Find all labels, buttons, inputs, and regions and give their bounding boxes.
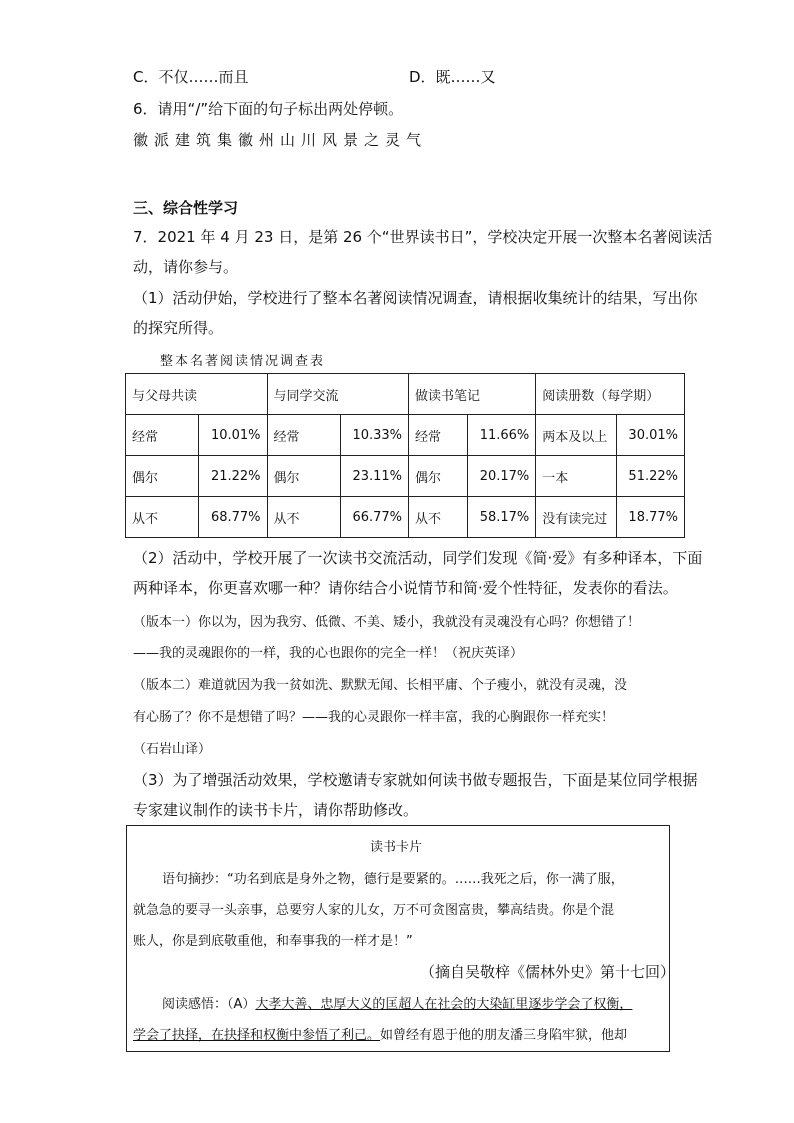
table-cell: 经常 [409, 415, 468, 456]
table-header: 阅读册数（每学期） [536, 374, 685, 415]
table-cell: 偶尔 [409, 456, 468, 497]
version2-line3: （石岩山译） [133, 742, 212, 757]
option-d: D．既……又 [409, 68, 496, 86]
version2-line2: 有心肠了？你不是想错了吗？——我的心灵跟你一样丰富，我的心胸跟你一样充实！ [133, 710, 615, 725]
table-cell: 从不 [126, 497, 199, 538]
q7-part1-line2: 的探究所得。 [133, 319, 224, 337]
table-cell: 20.17% [468, 456, 536, 497]
card-excerpt-line1: 语句摘抄：“功名到底是身外之物，德行是要紧的。……我死之后，你一满了服， [162, 872, 624, 887]
q7-intro-line1: 7．2021 年 4 月 23 日，是第 26 个“世界读书日”，学校决定开展一次整本名著阅读活 [133, 228, 713, 246]
table-header: 与父母共读 [126, 374, 268, 415]
table-row [126, 374, 685, 415]
version1-line2: ——我的灵魂跟你的一样，我的心也跟你的完全一样！（祝庆英译） [133, 646, 524, 661]
q7-part1-line1: （1）活动伊始，学校进行了整本名著阅读情况调查，请根据收集统计的结果，写出你 [133, 289, 698, 307]
table-cell: 66.77% [340, 497, 408, 538]
table-cell: 经常 [126, 415, 199, 456]
table-cell: 68.77% [199, 497, 267, 538]
q7-part3-line2: 专家建议制作的读书卡片，请你帮助修改。 [133, 801, 419, 819]
option-c: C．不仅……而且 [133, 68, 249, 86]
survey-caption: 整本名著阅读情况调查表 [160, 354, 326, 369]
table-cell: 30.01% [616, 415, 684, 456]
reflection-label: 阅读感悟：（A） [162, 997, 256, 1012]
q6-prompt: 6．请用“/”给下面的句子标出两处停顿。 [133, 100, 404, 118]
table-cell: 21.22% [199, 456, 267, 497]
q7-part2-line2: 两种译本，你更喜欢哪一种？请你结合小说情节和简·爱个性特征，发表你的看法。 [133, 579, 678, 597]
q7-part2-line1: （2）活动中，学校开展了一次读书交流活动，同学们发现《简·爱》有多种译本，下面 [133, 549, 703, 567]
table-cell: 从不 [409, 497, 468, 538]
q6-sentence: 徽派建筑集徽州山川风景之灵气 [133, 131, 428, 149]
card-excerpt-line3: 账人，你是到底敬重他，和奉事我的一样才是！” [133, 934, 413, 949]
table-cell: 18.77% [616, 497, 684, 538]
table-cell: 偶尔 [267, 456, 340, 497]
underlined-sentence-a-cont: 学会了抉择，在抉择和权衡中参悟了利己。 [133, 1028, 381, 1043]
version1-line1: （版本一）你以为，因为我穷、低微、不美、矮小，我就没有灵魂没有心吗？你想错了！ [133, 615, 641, 630]
q7-intro-line2: 动，请你参与。 [133, 258, 239, 276]
survey-table [125, 373, 685, 538]
table-row [126, 497, 685, 538]
table-cell: 偶尔 [126, 456, 199, 497]
table-cell: 没有读完过 [536, 497, 616, 538]
underlined-sentence-a: 大孝大善、忠厚大义的匡超人在社会的大染缸里逐步学会了权衡， [255, 997, 633, 1012]
card-title: 读书卡片 [370, 840, 423, 855]
table-row [126, 456, 685, 497]
table-header: 与同学交流 [267, 374, 409, 415]
table-cell: 从不 [267, 497, 340, 538]
table-cell: 一本 [536, 456, 616, 497]
table-cell: 58.17% [468, 497, 536, 538]
version2-line1: （版本二）难道就因为我一贫如洗、默默无闻、长相平庸、个子瘦小，就没有灵魂，没 [133, 678, 628, 693]
card-reflection-line2 [133, 1024, 627, 1043]
table-cell: 11.66% [468, 415, 536, 456]
table-row [126, 415, 685, 456]
card-reflection-line1 [162, 993, 632, 1012]
table-cell: 51.22% [616, 456, 684, 497]
card-excerpt-line2: 就急急的要寻一头亲事，总要穷人家的儿女，万不可贪图富贵，攀高结贵。你是个混 [133, 903, 615, 918]
table-cell: 10.01% [199, 415, 267, 456]
table-header: 做读书笔记 [409, 374, 536, 415]
table-cell: 23.11% [340, 456, 408, 497]
table-cell: 10.33% [340, 415, 408, 456]
table-cell: 两本及以上 [536, 415, 616, 456]
q7-part3-line1: （3）为了增强活动效果，学校邀请专家就如何读书做专题报告，下面是某位同学根据 [133, 771, 698, 789]
table-cell: 经常 [267, 415, 340, 456]
section3-title: 三、综合性学习 [133, 199, 239, 217]
reflection-rest: 如曾经有恩于他的朋友潘三身陷牢狱，他却 [380, 1028, 628, 1043]
card-source: （摘自吴敬梓《儒林外史》第十七回） [420, 963, 676, 981]
